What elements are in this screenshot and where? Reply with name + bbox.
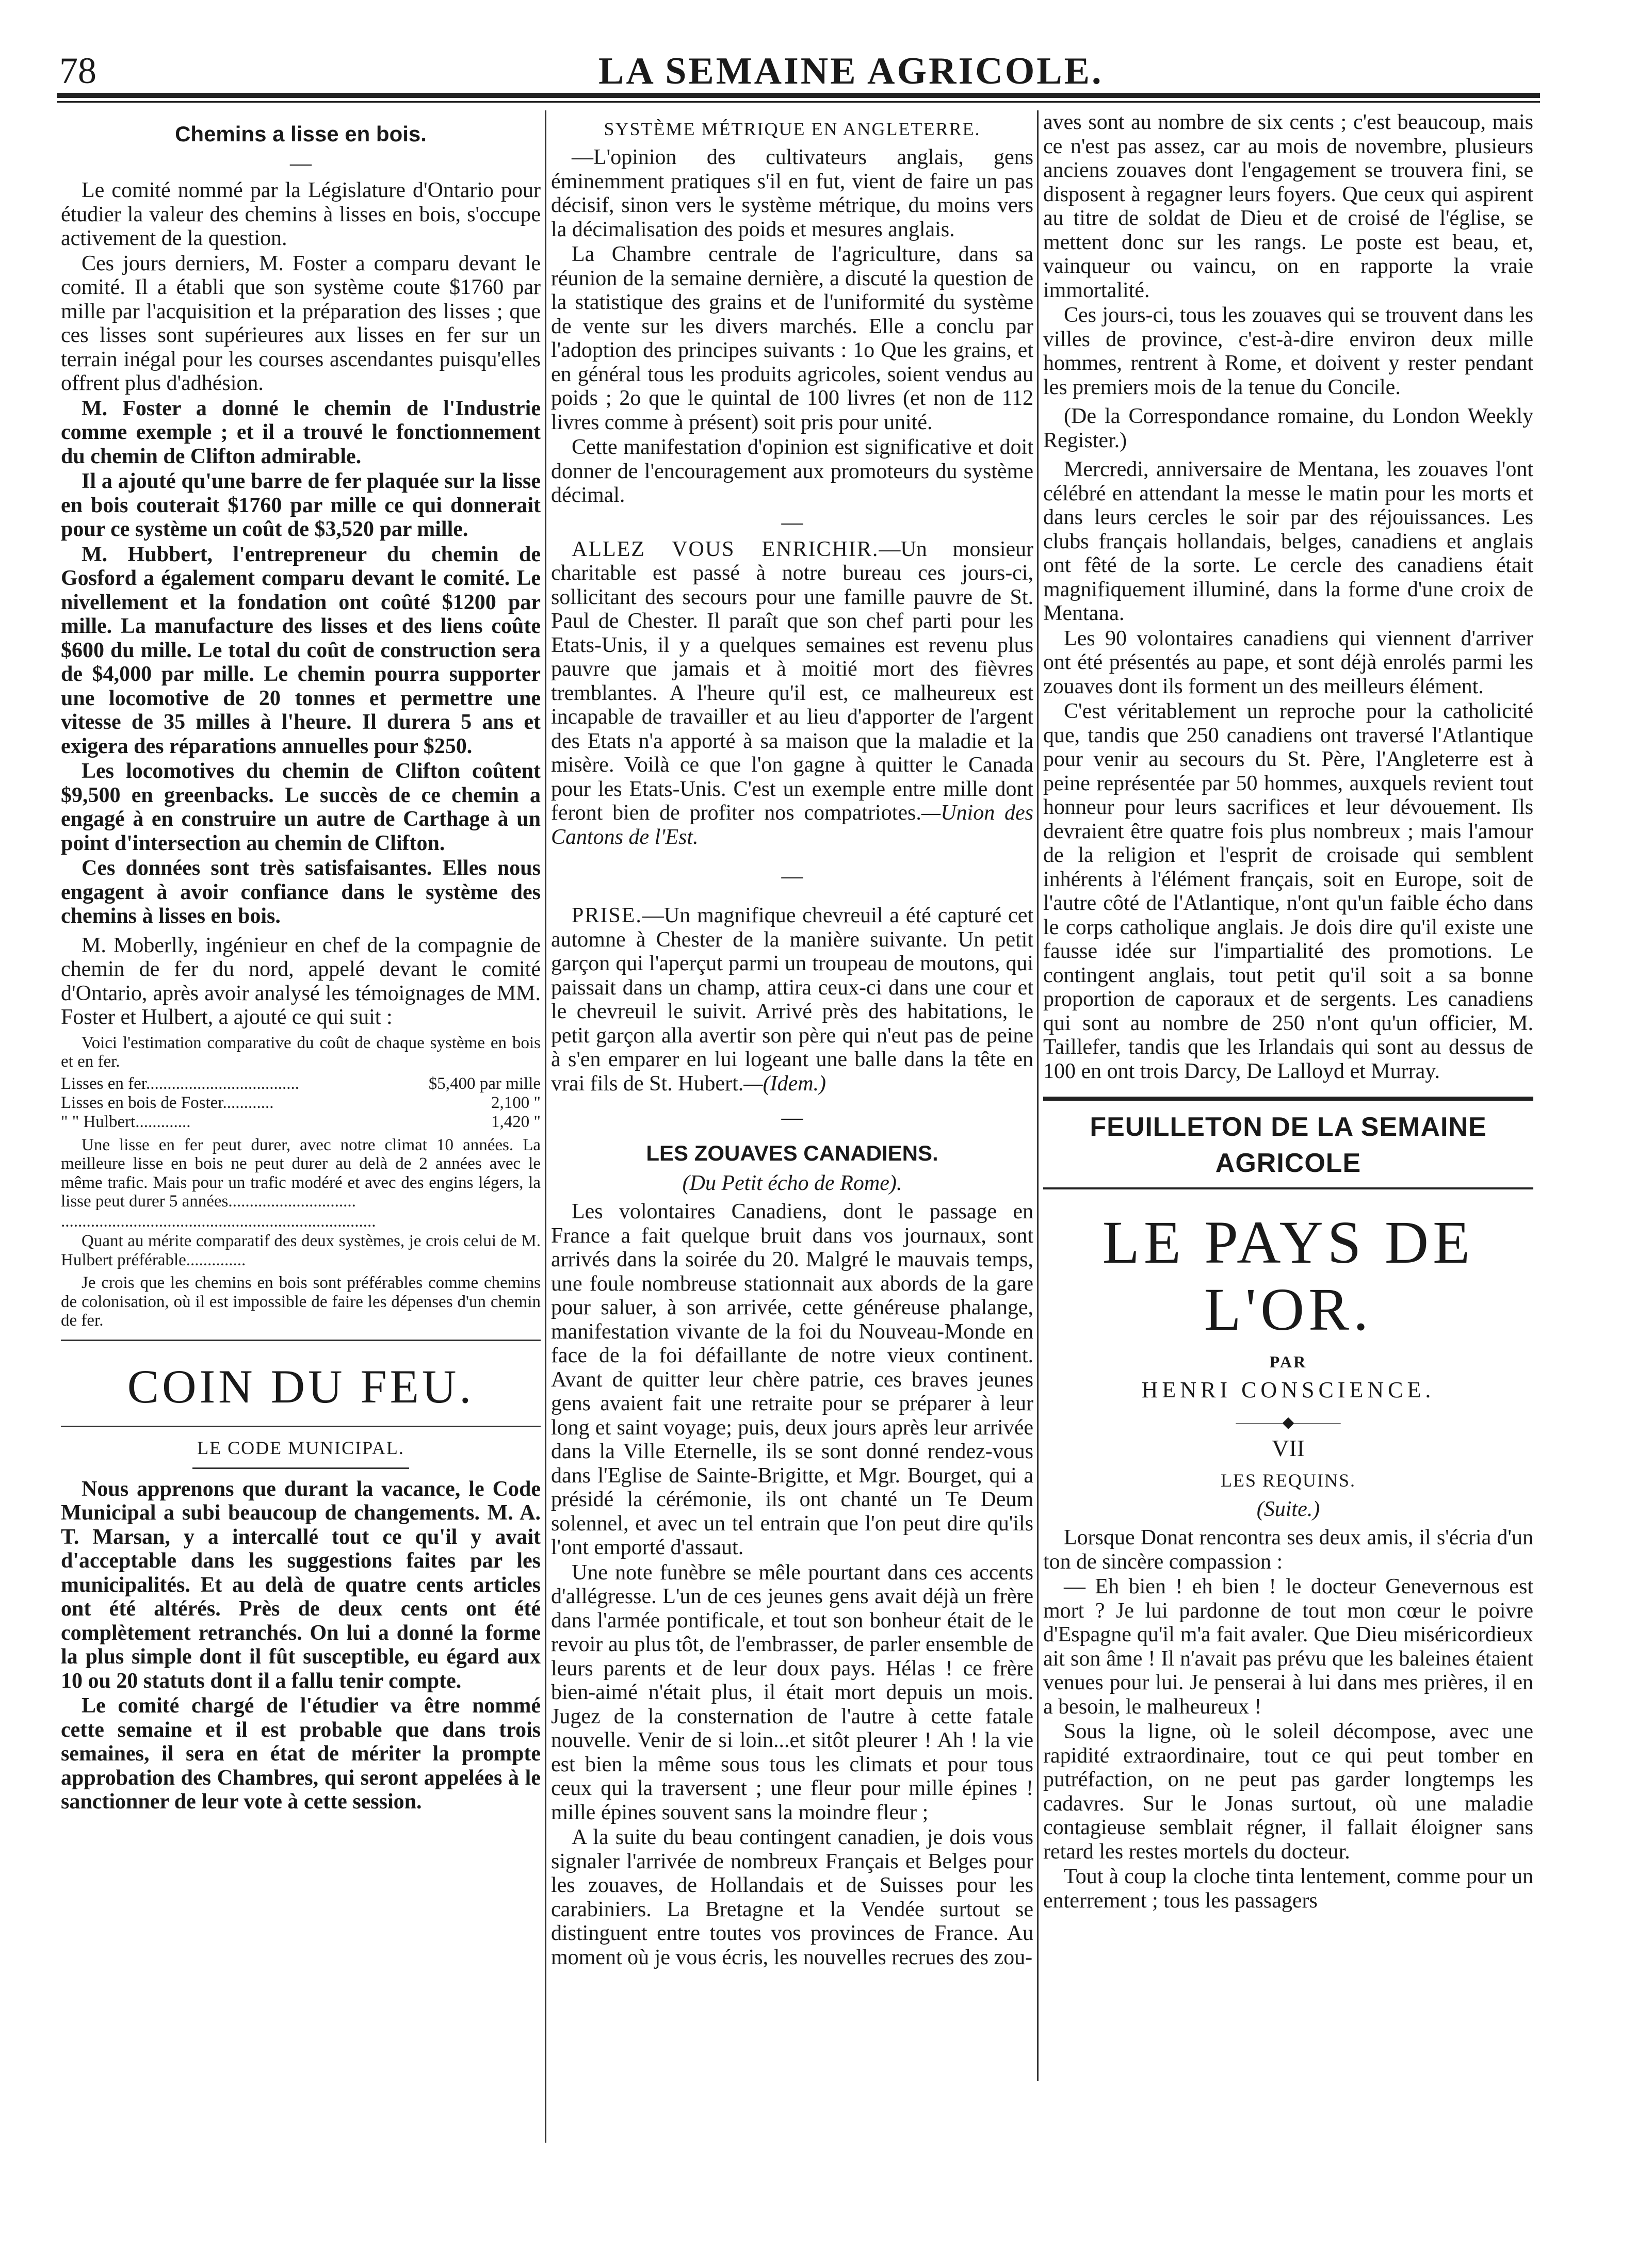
paragraph: aves sont au nombre de six cents ; c'est beaucoup, mais ce n'est pas assez, car au mois de novembre, plusieurs anciens zouaves dont l'engagement se trouvera fini, se disposent à regagner leurs foyers. Que ceux qui aspirent au titre de soldat de Dieu et de croisé de l'église, se mettent donc sur les rangs. Le poste est beau, et, vainqueur ou vaincu, on en rapporte la vraie immortalité. <box>1043 110 1533 302</box>
paragraph: Ces jours derniers, M. Foster a comparu devant le comité. Il a établi que son système coute $1760 par mille par l'acquisition et la préparation des lisses ; que ces lisses sont supérieures aux lisses en fer sur un terrain inégal pour les courses ascendantes puisqu'elles offrent plus d'adhésion. <box>61 251 541 395</box>
paragraph: Nous apprenons que durant la vacance, le Code Municipal a subi beaucoup de changements. M. A. T. Marsan, y a intercallé tout ce qu'il y avait d'acceptable dans les suggestions faites par les municipalités. Et au delà de quatre cents articles ont été altérés. Près de deux cents ont été complètement retranchés. On lui a donné la forme la plus simple dont il fût susceptible, eu égard aux 10 ou 20 statuts dont il a fallu tenir compte. <box>61 1477 541 1693</box>
paragraph: C'est véritablement un reproche pour la catholicité que, tandis que 250 canadiens ont traversé l'Atlantique pour venir au secours du St. Père, l'Angleterre est à peine représentée par 50 hommes, auxquels revient tout honneur pour leurs sacrifices et leur dévouement. Ils devraient être quatre fois plus nombreux ; mais l'amour de la religion et l'esprit de croisade qui semblent inhérents à l'élément français, soit en Europe, soit de l'autre côté de l'Atlantique, n'ont qu'un faible écho dans le corps catholique anglais. Je dois dire qu'il existe une fausse idée sur l'impartialité des promotions. Le contingent anglais, tout petit qu'il soit a sa bonne proportion de caporaux et de sergents. Les canadiens qui sont au nombre de 250 n'ont qu'un officier, M. Taillefer, tandis que les Irlandais qui sont au dessus de 100 en ont trois Darcy, De Lalloyd et Murray. <box>1043 699 1533 1083</box>
paragraph: M. Moberlly, ingénieur en chef de la compagnie de chemin de fer du nord, appelé devant le comité d'Ontario, après avoir analysé les témoignages de MM. Foster et Hulbert, a ajouté ce qui suit : <box>61 933 541 1029</box>
article-title-systeme: SYSTÈME MÉTRIQUE EN ANGLETERRE. <box>604 119 981 139</box>
paragraph: Quant au mérite comparatif des deux systèmes, je crois celui de M. Hulbert préférable.............. <box>61 1232 541 1269</box>
par-label: PAR <box>1269 1352 1307 1371</box>
paragraph-allez: ALLEZ VOUS ENRICHIR.—Un monsieur charitable est passé à notre bureau ces jours-ci, sollicitant des secours pour une famille pauvre de St. Paul de Chester. Il paraît que son chef parti pour les Etats-Unis, il y a quelques semaines est revenu plus pauvre que jamais et à moitié mort des fièvres tremblantes. A l'heure qu'il est, ce malheureux est incapable de travailler et au lieu d'apporter de l'argent des Etats n'a apporté à sa maison que la maladie et la misère. Voilà ce que l'on gagne à quitter le Canada pour les Etats-Unis. C'est un exemple entre mille dont feront bien de profiter nos compatriotes.—Union des Cantons de l'Est. <box>551 537 1033 849</box>
paragraph: Le comité nommé par la Législature d'Ontario pour étudier la valeur des chemins à lisses en bois, s'occupe activement de la question. <box>61 178 541 250</box>
paragraph: La Chambre centrale de l'agriculture, dans sa réunion de la semaine dernière, a discuté la question de la statistique des grains et de l'uniformité du système de vente sur les divers marchés. Elle a conclu par l'adoption des principes suivants : 1o Que les grains, et en général tous les produits agricoles, soient vendus au poids ; 2o que le quintal de 100 livres (et non de 112 livres comme à présent) soit pris pour unité. <box>551 242 1033 434</box>
paragraph: —L'opinion des cultivateurs anglais, gens éminemment pratiques s'il en fut, vient de faire un pas décisif, sinon vers le système métrique, du moins vers la décimalisation des poids et mesures anglais. <box>551 145 1033 241</box>
source-credit: —Union des Cantons de l'Est. <box>551 801 1033 849</box>
separator-dash: — <box>781 510 803 534</box>
section-rule <box>61 1340 541 1341</box>
estimate-block <box>61 1034 541 1330</box>
source-credit: —(Idem.) <box>743 1071 826 1096</box>
cost-table <box>61 1074 541 1132</box>
paragraph: Mercredi, anniversaire de Mentana, les zouaves l'ont célébré en attendant la messe le matin pour les morts et dans leurs cercles le soir par des réjouissances. Les clubs français hollandais, belges, canadiens et anglais ont fêté de la sorte. Le cercle des canadiens était magnifiquement illuminé, dans la forme d'une croix de Mentana. <box>1043 458 1533 625</box>
article-source: (Du Petit écho de Rome). <box>682 1171 902 1195</box>
paragraph: Sous la ligne, où le soleil décompose, avec une rapidité extraordinaire, tout ce qui peut tomber en putréfaction, on ne peut pas garder longtemps les cadavres. Sur le Jonas surtout, où une maladie contagieuse semblait régner, il fallait éloigner sans retard les restes mortels du docteur. <box>1043 1720 1533 1864</box>
paragraph: Les locomotives du chemin de Clifton coûtent $9,500 en greenbacks. Le succès de ce chemin a engagé à en construire un autre de Carthage à un point d'intersection au chemin de Clifton. <box>61 759 541 855</box>
article-title-code: LE CODE MUNICIPAL. <box>197 1437 404 1458</box>
short-rule <box>192 1467 409 1469</box>
paragraph: A la suite du beau contingent canadien, je dois vous signaler l'arrivée de nombreux Français et Belges pour les zouaves, de Hollandais et de Suisses pour les carabiniers. La Bretagne et la Vendée surtout se distinguent entre toutes vos provinces de France. Au moment où je vous écris, les nouvelles recrues des zou- <box>551 1825 1033 1969</box>
column-2 <box>551 110 1033 2251</box>
paragraph-prise: PRISE.—Un magnifique chevreuil a été capturé cet automne à Chester de la manière suivante. Un petit garçon qui l'aperçut parmi un troupeau de moutons, qui paissait dans un champ, attira ceux-ci dans une cour et le chevreuil le suivit. Arrivé près des habitations, le petit garçon alla avertir son père qui n'eut pas de peine à s'en emparer en lui logeant une balle dans la tête en vrai fils de St. Hubert.—(Idem.) <box>551 904 1033 1096</box>
table-row: " " Hulbert............. 1,420 " <box>61 1112 541 1131</box>
column-divider-1 <box>545 110 546 2143</box>
dot-leader: .......................................................................... <box>61 1212 376 1231</box>
novel-title: LE PAYS DE L'OR. <box>1102 1209 1474 1343</box>
section-title-coin-du-feu: COIN DU FEU. <box>127 1360 475 1413</box>
author-name: HENRI CONSCIENCE. <box>1141 1377 1435 1402</box>
paragraph: Ces jours-ci, tous les zouaves qui se trouvent dans les villes de province, c'est-à-dire environ deux mille hommes, rentrent à Rome, et doivent y rester pendant les premiers mois de la tenue du Concile. <box>1043 303 1533 399</box>
paragraph: Tout à coup la cloche tinta lentement, comme pour un enterrement ; tous les passagers <box>1043 1865 1533 1913</box>
lead-in: PRISE. <box>572 904 642 927</box>
paragraph: Une lisse en fer peut durer, avec notre climat 10 années. La meilleure lisse en bois ne peut durer au delà de 2 années avec le même trafic. Mais pour un trafic modéré et avec des engins légers, la lisse peut durer 5 années.............................. <box>61 1135 541 1211</box>
paragraph: M. Foster a donné le chemin de l'Industrie comme exemple ; et il a trouvé le fonctionnement du chemin de Clifton admirable. <box>61 396 541 468</box>
section-rule <box>61 1426 541 1427</box>
page-number: 78 <box>59 50 96 91</box>
page-header <box>57 45 1537 97</box>
column-3 <box>1043 110 1533 2261</box>
chapter-number: VII <box>1272 1435 1305 1461</box>
estimate-intro: Voici l'estimation comparative du coût de chaque système en bois et en fer. <box>61 1033 541 1071</box>
header-rule-thin <box>57 101 1540 103</box>
paragraph: Il a ajouté qu'une barre de fer plaquée sur la lisse en bois couterait $1760 par mille ce qui donnerait pour ce système un coût de $3,520 par mille. <box>61 469 541 541</box>
lead-in: ALLEZ VOUS ENRICHIR. <box>572 537 879 561</box>
publication-title: LA SEMAINE AGRICOLE. <box>598 50 1104 92</box>
paragraph: Les 90 volontaires canadiens qui viennent d'arriver ont été présentés au pape, et sont déjà enrolés parmi les zouaves dont ils forment un des meilleurs élément. <box>1043 626 1533 698</box>
column-divider-2 <box>1037 110 1039 2081</box>
paragraph: Les volontaires Canadiens, dont le passage en France a fait quelque bruit dans vos journaux, sont arrivés dans la soirée du 20. Malgré le mauvais temps, une foule nombreuse stationnait aux abords de la gare pour saluer, à son arrivée, cette généreuse phalange, manifestation vivante de la foi du Nouveau-Monde en face de la foi défaillante de notre vieux continent. Avant de quitter leur chère patrie, ces braves jeunes gens avaient fait une retraite pour se préparer à leur long et saint voyage; puis, deux jours après leur arrivée dans la Ville Eternelle, ils se sont donné rendez-vous dans l'Eglise de Sainte-Brigitte, et Mgr. Bourget, qui a présidé la cérémonie, ils ont chanté un Te Deum solennel, et avec un tel entrain que l'on peut dire qu'ils l'ont emporté d'assaut. <box>551 1200 1033 1559</box>
paragraph: M. Hubbert, l'entrepreneur du chemin de Gosford a également comparu devant le comité. Le nivellement et la fondation ont coûté $1200 par mille. La manufacture des lisses et des liens coûte $600 du mille. Le total du coût de construction sera de $4,000 par mille. Le chemin pourra supporter une locomotive de 20 tonnes et permettre une vitesse de 35 milles à l'heure. Il durera 5 ans et exigera des réparations annuelles pour $250. <box>61 542 541 758</box>
table-row: Lisses en fer.................................... $5,400 par mille <box>61 1074 541 1093</box>
separator-dash: — <box>781 864 803 888</box>
paragraph: Lorsque Donat rencontra ses deux amis, il s'écria d'un ton de sincère compassion : <box>1043 1526 1533 1574</box>
column-1 <box>61 110 541 2163</box>
paragraph: Le comité chargé de l'étudier va être nommé cette semaine et il est probable que dans trois semaines, il sera en état de mériter la prompte approbation des Chambres, qui seront appelées à le sanctionner de leur vote à cette session. <box>61 1694 541 1814</box>
article-title-zouaves: LES ZOUAVES CANADIENS. <box>646 1141 938 1165</box>
ornament-divider: ———◆——— <box>1236 1414 1341 1431</box>
paragraph: Une note funèbre se mêle pourtant dans ces accents d'allégresse. L'un de ces jeunes gens avait déjà un frère dans l'armée pontificale, et tout son bonheur était de le revoir au plus tôt, de l'embrasser, de parler ensemble de leurs parents et de leur doux pays. Hélas ! ce frère bien-aimé n'était plus, il était mort depuis un mois. Jugez de la consternation de l'autre à cette fatale nouvelle. Venir de si loin...et sitôt pleurer ! Ah ! la vie est bien la même sous tous les climats et pour tous ceux qui la traversent ; une fleur pour mille épines ! mille épines souvent sans la moindre fleur ; <box>551 1560 1033 1824</box>
table-row: Lisses en bois de Foster............ 2,100 " <box>61 1093 541 1112</box>
separator-dash: — <box>781 1106 803 1130</box>
feuilleton-banner: FEUILLETON DE LA SEMAINE AGRICOLE <box>1043 1097 1533 1189</box>
paragraph: Ces données sont très satisfaisantes. Elles nous engagent à avoir confiance dans le système des chemins à lisses en bois. <box>61 856 541 928</box>
paragraph: Je crois que les chemins en bois sont préférables comme chemins de colonisation, où il est impossible de faire les dépenses d'un chemin de fer. <box>61 1274 541 1330</box>
chapter-title: LES REQUINS. <box>1220 1470 1356 1491</box>
separator-dash: — <box>290 152 312 175</box>
paragraph: Cette manifestation d'opinion est significative et doit donner de l'encouragement aux promoteurs du système décimal. <box>551 435 1033 507</box>
article-title-chemins: Chemins a lisse en bois. <box>175 122 427 146</box>
source-note: (De la Correspondance romaine, du London Weekly Register.) <box>1043 404 1533 452</box>
header-rule-thick <box>57 93 1540 98</box>
suite-label: (Suite.) <box>1256 1497 1320 1521</box>
paragraph: — Eh bien ! eh bien ! le docteur Genevernous est mort ? Je lui pardonne de tout mon cœur le poivre d'Espagne qu'il m'a fait avaler. Que Dieu miséricordieux ait son âme ! Il n'avait pas prévu que les baleines étaient venues pour lui. Je penserai à lui dans mes prières, il en a besoin, le malheureux ! <box>1043 1575 1533 1719</box>
